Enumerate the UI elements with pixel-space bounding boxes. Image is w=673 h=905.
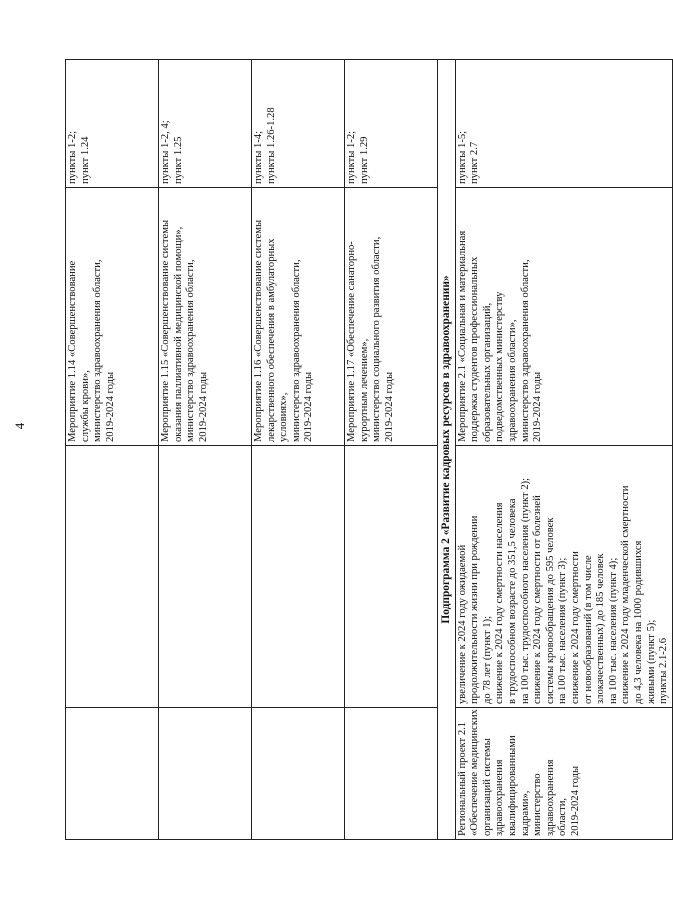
event-cell bbox=[252, 188, 345, 446]
empty-cell bbox=[66, 708, 159, 840]
points-cell bbox=[159, 60, 252, 188]
cell-text-line: продолжительности жизни при рождении bbox=[469, 515, 481, 704]
cell-text-line: пункт 2.7 bbox=[469, 141, 481, 184]
cell-text-line: системы кровообращения до 595 человек bbox=[544, 517, 556, 704]
cell-text-line: оказания паллиативной медицинской помощи», bbox=[172, 226, 184, 442]
cell-text-line: образовательных организаций, bbox=[481, 302, 493, 442]
event-cell bbox=[345, 188, 438, 446]
cell-text-line: до 78 лет (пункт 1); bbox=[481, 615, 493, 704]
cell-text-line: министерство здравоохранения области, bbox=[92, 259, 104, 442]
cell-text-line: здравоохранения bbox=[544, 759, 556, 836]
cell-text-line: 2019-2024 годы bbox=[383, 371, 395, 442]
cell-text-line: до 4,3 человека на 1000 родившихся bbox=[632, 540, 644, 704]
table-row bbox=[438, 60, 456, 840]
cell-text-line: увеличение к 2024 году ожидаемой bbox=[456, 544, 468, 704]
cell-text-line: Региональный проект 2.1 bbox=[456, 721, 468, 836]
program-table bbox=[65, 59, 673, 840]
cell-text-line: 2019-2024 годы bbox=[303, 371, 315, 442]
cell-text-line: 2019-2024 годы bbox=[532, 371, 544, 442]
cell-text-line: 2019-2024 годы bbox=[197, 371, 209, 442]
cell-text-line: пункты 1-4; bbox=[253, 130, 264, 184]
rotated-page-content bbox=[65, 60, 670, 840]
cell-text-line: Мероприятие 1.17 «Обеспечение санаторно- bbox=[346, 241, 357, 442]
cell-text-line: здравоохранения области», bbox=[506, 319, 518, 442]
cell-text-line: лекарственного обеспечения в амбулаторных bbox=[265, 238, 277, 442]
cell-text-line: пункты 1-2; bbox=[346, 130, 357, 184]
empty-cell bbox=[159, 708, 252, 840]
cell-text-line: от новообразований (в том числе bbox=[582, 555, 594, 704]
table-row bbox=[345, 60, 438, 840]
event-cell bbox=[159, 188, 252, 446]
cell-text-line: области, bbox=[557, 797, 569, 836]
event-cell bbox=[66, 188, 159, 446]
cell-text-line: пункты 1-2, 4; bbox=[160, 120, 171, 184]
cell-text-line: министерство bbox=[532, 773, 544, 836]
event-cell bbox=[455, 188, 672, 446]
cell-text-line: снижение к 2024 году младенческой смертности bbox=[620, 485, 632, 704]
points-cell bbox=[252, 60, 345, 188]
points-cell bbox=[345, 60, 438, 188]
cell-text-line: пункты 1-5; bbox=[456, 130, 468, 184]
points-cell bbox=[66, 60, 159, 188]
cell-text-line: поддержка студентов профессиональных bbox=[469, 256, 481, 442]
cell-text-line: Мероприятие 1.14 «Совершенствование bbox=[67, 260, 78, 442]
cell-text-line: министерство здравоохранения области, bbox=[290, 259, 302, 442]
cell-text-line: здравоохранения bbox=[494, 759, 506, 836]
cell-text-line: службы крови», bbox=[79, 370, 91, 442]
cell-text-line: кадрами», bbox=[519, 790, 531, 836]
cell-text-line: на 100 тыс. трудоспособного населения (пункт 2); bbox=[519, 477, 531, 704]
page-number: 4 bbox=[12, 422, 27, 430]
cell-text-line: на 100 тыс. населения (пункт 3); bbox=[557, 557, 569, 704]
empty-cell bbox=[66, 446, 159, 708]
empty-cell bbox=[159, 446, 252, 708]
empty-cell bbox=[252, 708, 345, 840]
empty-cell bbox=[345, 708, 438, 840]
empty-cell bbox=[252, 446, 345, 708]
cell-text-line: снижение к 2024 году смертности от болезней bbox=[532, 495, 544, 704]
points-cell bbox=[455, 60, 672, 188]
cell-text-line: пункты 2.1-2.6 bbox=[658, 637, 670, 704]
cell-text-line: пункт 1.24 bbox=[79, 136, 91, 184]
cell-text-line: министерство здравоохранения области, bbox=[519, 259, 531, 442]
cell-text-line: министерство социального развития области, bbox=[371, 236, 383, 442]
cell-text-line: квалифицированными bbox=[506, 735, 518, 836]
cell-text-line: пункты 1.26-1.28 bbox=[265, 107, 277, 184]
cell-text-line: условиях», bbox=[278, 392, 290, 442]
table-row bbox=[252, 60, 345, 840]
cell-text-line: живыми (пункт 5); bbox=[645, 619, 657, 704]
cell-text-line: пункт 1.29 bbox=[358, 136, 370, 184]
subprogram-heading: Подпрограмма 2 «Развитие кадровых ресурсов в здравоохранении» bbox=[438, 60, 456, 840]
cell-text-line: организаций системы bbox=[481, 738, 493, 836]
goals-cell bbox=[455, 446, 672, 708]
cell-text-line: пункты 1-2; bbox=[67, 130, 78, 184]
cell-text-line: курортным лечением», bbox=[358, 338, 370, 442]
cell-text-line: министерство здравоохранения области, bbox=[185, 259, 197, 442]
table-row bbox=[66, 60, 159, 840]
empty-cell bbox=[345, 446, 438, 708]
cell-text-line: на 100 тыс. населения (пункт 4); bbox=[607, 557, 619, 704]
cell-text-line: «Обеспечение медицинских bbox=[469, 709, 481, 836]
cell-text-line: Мероприятие 1.15 «Совершенствование системы bbox=[160, 219, 171, 442]
cell-text-line: снижение к 2024 году смертности bbox=[569, 551, 581, 704]
table-row bbox=[159, 60, 252, 840]
cell-text-line: злокачественных) до 185 человек bbox=[595, 553, 607, 704]
cell-text-line: снижение к 2024 году смертности населения bbox=[494, 502, 506, 704]
cell-text-line: пункт 1.25 bbox=[172, 136, 184, 184]
cell-text-line: подведомственных министерству bbox=[494, 291, 506, 442]
project-cell bbox=[455, 708, 672, 840]
table-row bbox=[455, 60, 672, 840]
cell-text-line: 2019-2024 годы bbox=[569, 765, 581, 836]
cell-text-line: Мероприятие 2.1 «Социальная и материальная bbox=[456, 230, 468, 442]
cell-text-line: в трудоспособном возрасте до 351,5 человека bbox=[506, 498, 518, 704]
cell-text-line: Мероприятие 1.16 «Совершенствование системы bbox=[253, 219, 264, 442]
cell-text-line: 2019-2024 годы bbox=[104, 371, 116, 442]
